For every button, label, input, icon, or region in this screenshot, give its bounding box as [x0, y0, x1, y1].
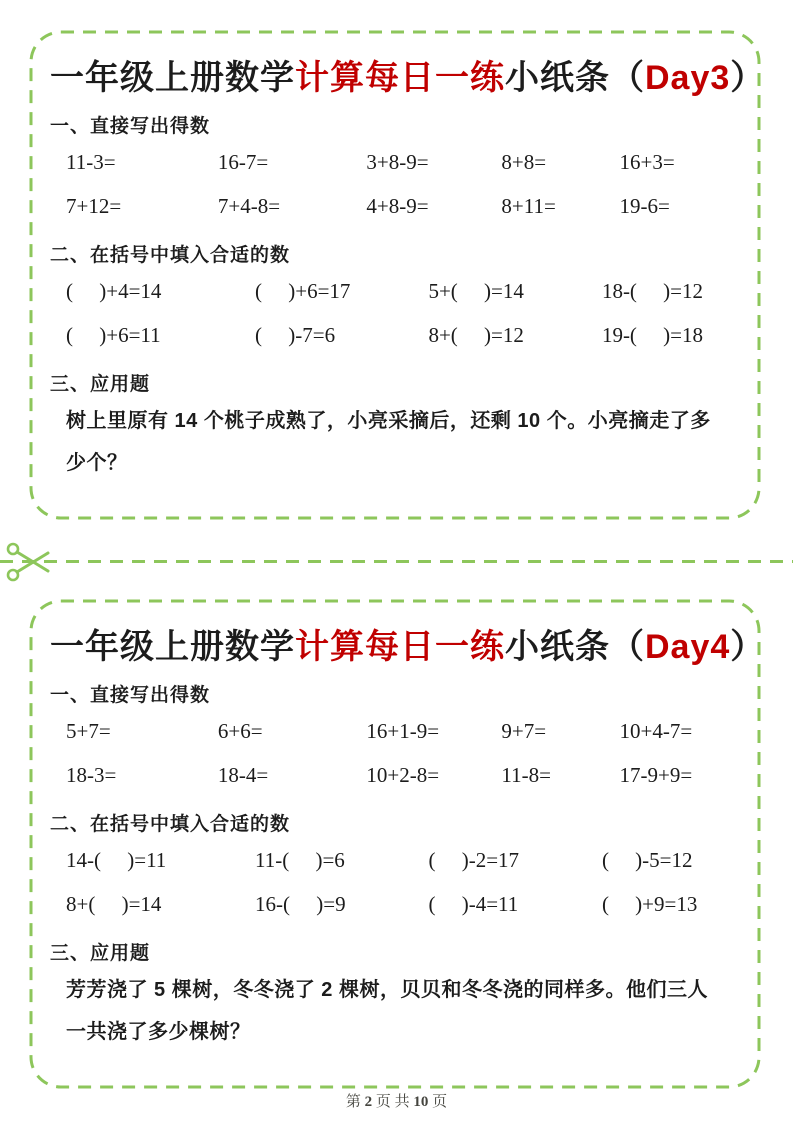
math-problem: 6+6=	[217, 719, 263, 743]
word-problem-line: 树上里原有 14 个桃子成熟了，小亮采摘后，还剩 10 个。小亮摘走了多	[66, 410, 711, 432]
section3-heading: 三、应用题	[50, 374, 151, 395]
math-problem: 16+3=	[619, 150, 675, 174]
section2-heading: 二、在括号中填入合适的数	[50, 814, 291, 835]
math-problem: 16-( )=9	[255, 892, 346, 916]
calc-problem-grid	[66, 140, 741, 228]
calc-problem-grid	[66, 709, 741, 797]
worksheet-title	[50, 619, 766, 668]
math-problem: ( )-5=12	[601, 848, 693, 872]
footer-total-pages: 10	[413, 1094, 429, 1110]
math-problem: 9+7=	[501, 719, 547, 743]
math-problem: ( )+6=17	[255, 279, 351, 303]
math-problem: ( )-2=17	[428, 848, 520, 872]
title-text-black: 一年级上册数学	[50, 59, 295, 97]
bracket-problem-grid	[66, 269, 741, 357]
section1-heading: 一、直接写出得数	[50, 116, 211, 137]
math-problem: 7+4-8=	[217, 194, 281, 218]
math-problem: 10+2-8=	[366, 763, 440, 787]
math-problem: 16+1-9=	[366, 719, 440, 743]
footer-page-number: 2	[364, 1094, 373, 1110]
page-footer	[0, 1090, 793, 1111]
worksheet-card-day4	[29, 599, 766, 1089]
word-problem	[50, 969, 741, 1053]
cut-dashed-line	[0, 560, 793, 563]
section3-heading: 三、应用题	[50, 943, 151, 964]
math-problem: 8+8=	[501, 150, 547, 174]
title-day-label: Day4	[645, 628, 731, 666]
math-problem: 18-( )=12	[601, 279, 704, 303]
math-problem: 5+( )=14	[428, 279, 524, 303]
section1-heading: 一、直接写出得数	[50, 685, 211, 706]
title-text-black: ）	[730, 628, 766, 666]
footer-text: 第	[345, 1094, 365, 1110]
title-text-black: 一年级上册数学	[50, 628, 295, 666]
math-problem: 18-4=	[217, 763, 269, 787]
math-problem: 8+11=	[501, 194, 556, 218]
title-text-black: 小纸条（	[505, 628, 645, 666]
footer-text: 页 共	[372, 1094, 414, 1110]
scissors-icon	[6, 541, 52, 583]
title-text-black: 小纸条（	[505, 59, 645, 97]
math-problem: ( )+6=11	[66, 323, 161, 347]
word-problem-line: 少个？	[66, 452, 128, 474]
word-problem-line: 一共浇了多少棵树？	[66, 1021, 251, 1043]
math-problem: ( )+9=13	[601, 892, 698, 916]
math-problem: 4+8-9=	[366, 194, 429, 218]
word-problem	[50, 400, 741, 484]
math-problem: 8+( )=12	[428, 323, 524, 347]
math-problem: 8+( )=14	[66, 892, 162, 916]
section2-heading: 二、在括号中填入合适的数	[50, 245, 291, 266]
math-problem: 10+4-7=	[619, 719, 693, 743]
math-problem: 3+8-9=	[366, 150, 429, 174]
bracket-problem-grid	[66, 838, 741, 926]
math-problem: 7+12=	[66, 194, 122, 218]
title-text-red: 计算每日一练	[295, 628, 505, 666]
math-problem: 11-( )=6	[255, 848, 345, 872]
worksheet-card-day3	[29, 30, 766, 520]
math-problem: 11-3=	[66, 150, 116, 174]
title-text-black: ）	[730, 59, 766, 97]
worksheet-title	[50, 50, 766, 99]
math-problem: 18-3=	[66, 763, 117, 787]
title-text-red: 计算每日一练	[295, 59, 505, 97]
math-problem: 19-6=	[619, 194, 670, 218]
title-day-label: Day3	[645, 59, 731, 97]
math-problem: ( )-7=6	[255, 323, 336, 347]
math-problem: 16-7=	[217, 150, 269, 174]
math-problem: 19-( )=18	[601, 323, 704, 347]
math-problem: ( )-4=11	[428, 892, 519, 916]
math-problem: 17-9+9=	[619, 763, 693, 787]
math-problem: 11-8=	[501, 763, 551, 787]
math-problem: ( )+4=14	[66, 279, 162, 303]
math-problem: 5+7=	[66, 719, 111, 743]
footer-text: 页	[428, 1094, 448, 1110]
math-problem: 14-( )=11	[66, 848, 167, 872]
word-problem-line: 芳芳浇了 5 棵树，冬冬浇了 2 棵树，贝贝和冬冬浇的同样多。他们三人	[66, 979, 708, 1001]
